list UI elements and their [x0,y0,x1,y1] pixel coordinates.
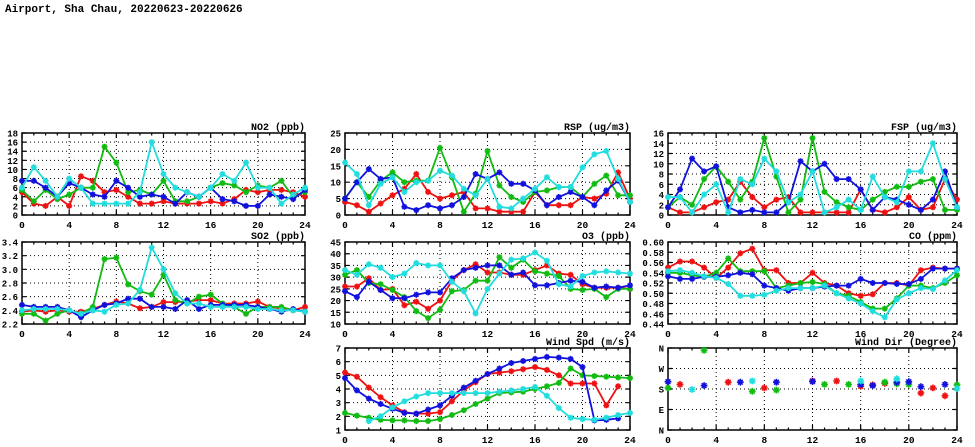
chart-title: SO2 (ppb) [250,232,305,243]
x-tick-label: 12 [806,220,819,231]
x-tick-label: 0 [342,435,348,446]
y-tick-label: 15 [330,162,341,173]
x-tick-label: 0 [19,220,25,231]
y-tick-label: 35 [330,261,341,272]
y-tick-label: 20 [330,145,341,156]
y-tick-label: 4 [658,191,664,201]
x-tick-label: 24 [299,220,311,231]
x-tick-label: 20 [576,435,589,446]
x-tick-label: 0 [665,329,671,340]
x-tick-label: 4 [389,329,396,340]
chart-title: RSP (ug/m3) [563,123,630,134]
y-tick-label: 0.50 [642,289,664,300]
y-tick-label: E [658,406,664,416]
x-tick-label: 12 [157,329,170,340]
y-tick-label: 25 [330,129,341,140]
y-tick-label: 14 [7,147,18,158]
y-tick-label: 16 [7,138,18,149]
x-tick-label: 16 [529,435,541,446]
x-tick-label: 12 [806,329,819,340]
x-tick-label: 16 [529,329,541,340]
y-tick-label: 0 [12,211,18,222]
x-tick-label: 4 [713,435,720,446]
y-tick-label: 0.46 [642,310,664,321]
x-tick-label: 8 [437,220,443,231]
y-tick-label: 7 [335,344,341,355]
x-tick-label: 20 [903,329,915,340]
x-tick-label: 4 [389,220,396,231]
y-tick-label: 25 [330,285,341,296]
y-tick-label: N [658,344,664,355]
y-tick-label: 8 [658,170,664,181]
chart-title: CO (ppm) [908,232,957,243]
series-markers-green [665,347,961,395]
y-tick-label: 1 [335,426,341,437]
y-tick-label: 15 [330,308,341,319]
y-tick-label: 0.54 [642,269,664,280]
x-tick-label: 16 [854,329,867,340]
x-tick-label: 8 [761,329,768,340]
page-title: Airport, Sha Chau, 20220623-20220626 [5,4,243,16]
x-tick-label: 0 [19,329,25,340]
x-tick-label: 20 [252,220,264,231]
x-tick-label: 4 [66,329,73,340]
x-tick-label: 24 [299,329,311,340]
x-tick-label: 24 [624,435,636,446]
x-tick-label: 8 [761,220,768,231]
y-tick-label: 4 [335,385,341,396]
chart-title: NO2 (ppb) [250,123,305,134]
x-tick-label: 16 [854,435,867,446]
y-tick-label: 12 [7,156,18,167]
y-tick-label: 3.0 [1,265,18,276]
y-tick-label: 40 [330,250,341,261]
y-tick-label: 2 [335,412,341,423]
x-tick-label: 0 [665,435,671,446]
y-tick-label: 2.6 [1,293,18,304]
y-tick-label: 0.56 [642,259,664,269]
chart-rsp [330,122,636,231]
y-tick-label: 45 [330,238,341,249]
y-tick-label: 8 [12,175,18,186]
y-tick-label: 6 [335,358,341,369]
y-tick-label: 2 [658,201,664,212]
x-tick-label: 12 [481,220,494,231]
x-tick-label: 4 [713,329,720,340]
y-tick-label: 18 [7,129,18,140]
y-tick-label: S [658,385,664,396]
y-tick-label: 5 [335,195,341,206]
x-tick-label: 12 [481,329,494,340]
chart-title: O3 (ppb) [581,232,630,243]
x-tick-label: 16 [529,220,541,231]
y-tick-label: 0.44 [642,320,664,331]
chart-so2 [2,231,311,340]
y-tick-label: 0 [658,211,664,222]
y-tick-label: W [658,365,664,375]
x-tick-label: 8 [113,329,120,340]
y-tick-label: 0.60 [642,238,664,249]
y-tick-label: 0 [335,211,341,222]
chart-title: Wind Dir (Degree) [854,338,957,349]
x-tick-label: 0 [342,329,348,340]
chart-title: Wind Spd (m/s) [545,338,630,349]
x-tick-label: 16 [204,329,217,340]
series-markers-red [342,364,621,417]
y-tick-label: 6 [658,180,664,191]
chart-title: FSP (ug/m3) [890,123,957,134]
x-tick-label: 24 [951,329,963,340]
x-tick-label: 4 [713,220,720,231]
y-tick-label: 0.52 [642,279,664,290]
y-tick-label: 12 [653,150,664,160]
y-tick-label: 10 [653,160,664,171]
x-tick-label: 12 [806,435,819,446]
x-tick-label: 24 [624,220,636,231]
x-tick-label: 8 [437,435,443,446]
chart-co [642,231,963,340]
y-tick-label: 4 [12,193,18,204]
y-tick-label: N [658,426,664,437]
x-tick-label: 8 [437,329,443,340]
chart-wind-dir [659,337,963,446]
x-tick-label: 20 [903,220,915,231]
chart-wind-spd [336,337,636,446]
y-tick-label: 10 [330,178,341,189]
y-tick-label: 3.4 [1,238,18,249]
y-tick-label: 2.4 [1,306,18,317]
x-tick-label: 12 [157,220,170,231]
x-tick-label: 20 [576,220,589,231]
chart-no2 [7,122,311,231]
x-tick-label: 16 [854,220,867,231]
x-tick-label: 16 [204,220,217,231]
y-tick-label: 2 [12,202,18,213]
y-tick-label: 20 [330,297,341,308]
x-tick-label: 0 [342,220,348,231]
y-tick-label: 2.2 [1,320,18,331]
x-tick-label: 8 [761,435,768,446]
y-tick-label: 3 [335,399,341,410]
y-tick-label: 2.8 [1,279,18,290]
y-tick-label: 0.58 [642,248,664,259]
x-tick-label: 12 [481,435,494,446]
chart-o3 [330,231,636,340]
x-tick-label: 0 [665,220,671,231]
x-tick-label: 8 [113,220,120,231]
x-tick-label: 20 [252,329,264,340]
y-tick-label: 10 [330,320,341,331]
y-tick-label: 14 [653,139,664,150]
x-tick-label: 20 [576,329,589,340]
x-tick-label: 24 [951,220,963,231]
x-tick-label: 4 [389,435,396,446]
y-tick-label: 30 [330,273,341,284]
chart-fsp [653,122,963,231]
x-tick-label: 4 [66,220,73,231]
y-tick-label: 16 [653,129,664,140]
x-tick-label: 24 [624,329,636,340]
y-tick-label: 3.2 [1,252,18,263]
x-tick-label: 20 [903,435,915,446]
y-tick-label: 10 [7,165,18,176]
y-tick-label: 0.48 [642,300,664,310]
y-tick-label: 6 [12,184,18,195]
y-tick-label: 5 [335,371,341,382]
x-tick-label: 24 [951,435,963,446]
